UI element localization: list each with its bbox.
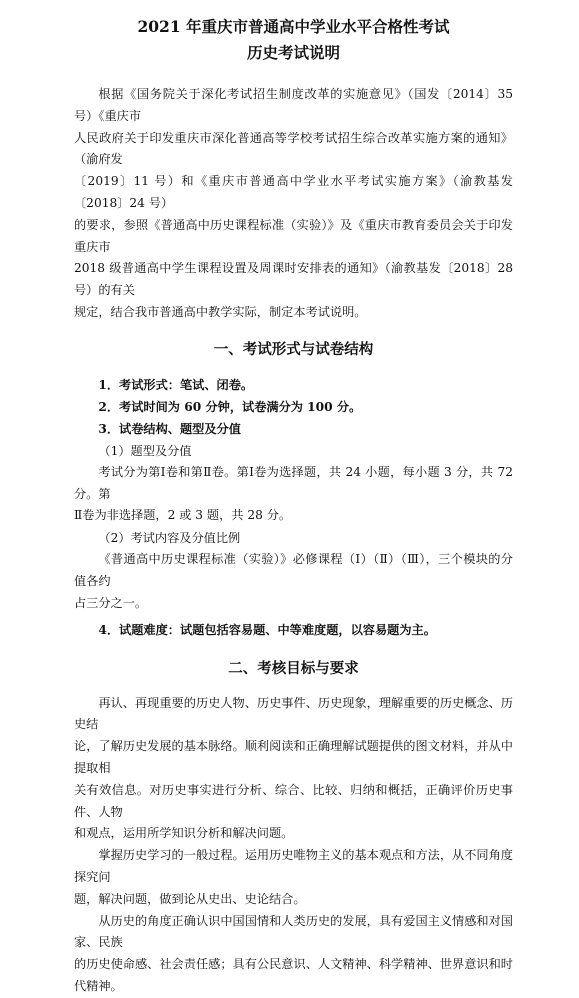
section-heading-objectives: 二、考核目标与要求 <box>228 659 359 677</box>
objectives-line: 关有效信息。对历史事实进行分析、综合、比较、归纳和概括，正确评价历史事件、人物 <box>74 782 513 819</box>
intro-paragraph <box>74 84 513 324</box>
question-types-line: Ⅱ卷为非选择题，2 或 3 题，共 28 分。 <box>74 508 292 523</box>
objectives-paragraph-1 <box>74 693 513 846</box>
objectives-line: 从历史的角度正确认识中国国情和人类历史的发展，具有爱国主义情感和对国家、民族 <box>74 913 513 950</box>
doc-subtitle: 历史考试说明 <box>246 43 340 62</box>
content-ratio-line: 《普通高中历史课程标准（实验）》必修课程（Ⅰ）（Ⅱ）（Ⅲ），三个模块的分值各约 <box>74 552 513 588</box>
objectives-line: 题，解决问题，做到论从史出、史论结合。 <box>74 891 306 906</box>
objectives-paragraph-2 <box>74 845 513 910</box>
objectives-paragraph-3 <box>74 911 513 998</box>
question-types-text <box>74 462 513 527</box>
item-difficulty: 4．试题难度：试题包括容易题、中等难度题，以容易题为主。 <box>98 622 436 637</box>
subitem-question-types: （1）题型及分值 <box>98 443 192 458</box>
intro-line: 人民政府关于印发重庆市深化普通高等学校考试招生综合改革实施方案的通知》（渝府发 <box>74 130 513 167</box>
item-exam-time: 2．考试时间为 60 分钟，试卷满分为 100 分。 <box>98 399 362 414</box>
intro-line: 的要求，参照《普通高中历史课程标准（实验）》及《重庆市教育委员会关于印发重庆市 <box>74 217 513 254</box>
section-heading-exam-format: 一、考试形式与试卷结构 <box>213 340 374 358</box>
content-ratio-line: 占三分之一。 <box>74 595 148 610</box>
objectives-line: 论，了解历史发展的基本脉络。顺利阅读和正确理解试题提供的图文材料，并从中提取相 <box>74 739 513 775</box>
intro-line: 根据《国务院关于深化考试招生制度改革的实施意见》（国发〔2014〕35 号）《重庆市 <box>74 87 513 123</box>
objectives-line: 和观点，运用所学知识分析和解决问题。 <box>74 826 294 841</box>
subitem-content-ratio: （2）考试内容及分值比例 <box>98 531 241 546</box>
intro-line: 规定，结合我市普通高中教学实际，制定本考试说明。 <box>74 304 367 319</box>
intro-line: 2018 级普通高中学生课程设置及周课时安排表的通知》（渝教基发〔2018〕28 号）的有关 <box>74 261 513 298</box>
objectives-line: 掌握历史学习的一般过程。运用历史唯物主义的基本观点和方法，从不同角度探究问 <box>74 848 513 884</box>
item-paper-structure: 3．试卷结构、题型及分值 <box>98 421 241 436</box>
question-types-line: 考试分为第Ⅰ卷和第Ⅱ卷。第Ⅰ卷为选择题，共 24 小题，每小题 3 分，共 72 分。第 <box>74 464 513 501</box>
doc-title: 2021 年重庆市普通高中学业水平合格性考试 <box>137 17 450 36</box>
intro-line: 〔2019〕11 号）和《重庆市普通高中学业水平考试实施方案》（渝教基发〔2018〕24 号） <box>74 174 513 210</box>
item-exam-form: 1．考试形式：笔试、闭卷。 <box>98 377 254 392</box>
content-ratio-text <box>74 549 513 614</box>
objectives-line: 的历史使命感、社会责任感；具有公民意识、人文精神、科学精神、世界意识和时代精神。 <box>74 957 513 993</box>
objectives-line: 再认、再现重要的历史人物、历史事件、历史现象，理解重要的历史概念、历史结 <box>74 695 513 732</box>
